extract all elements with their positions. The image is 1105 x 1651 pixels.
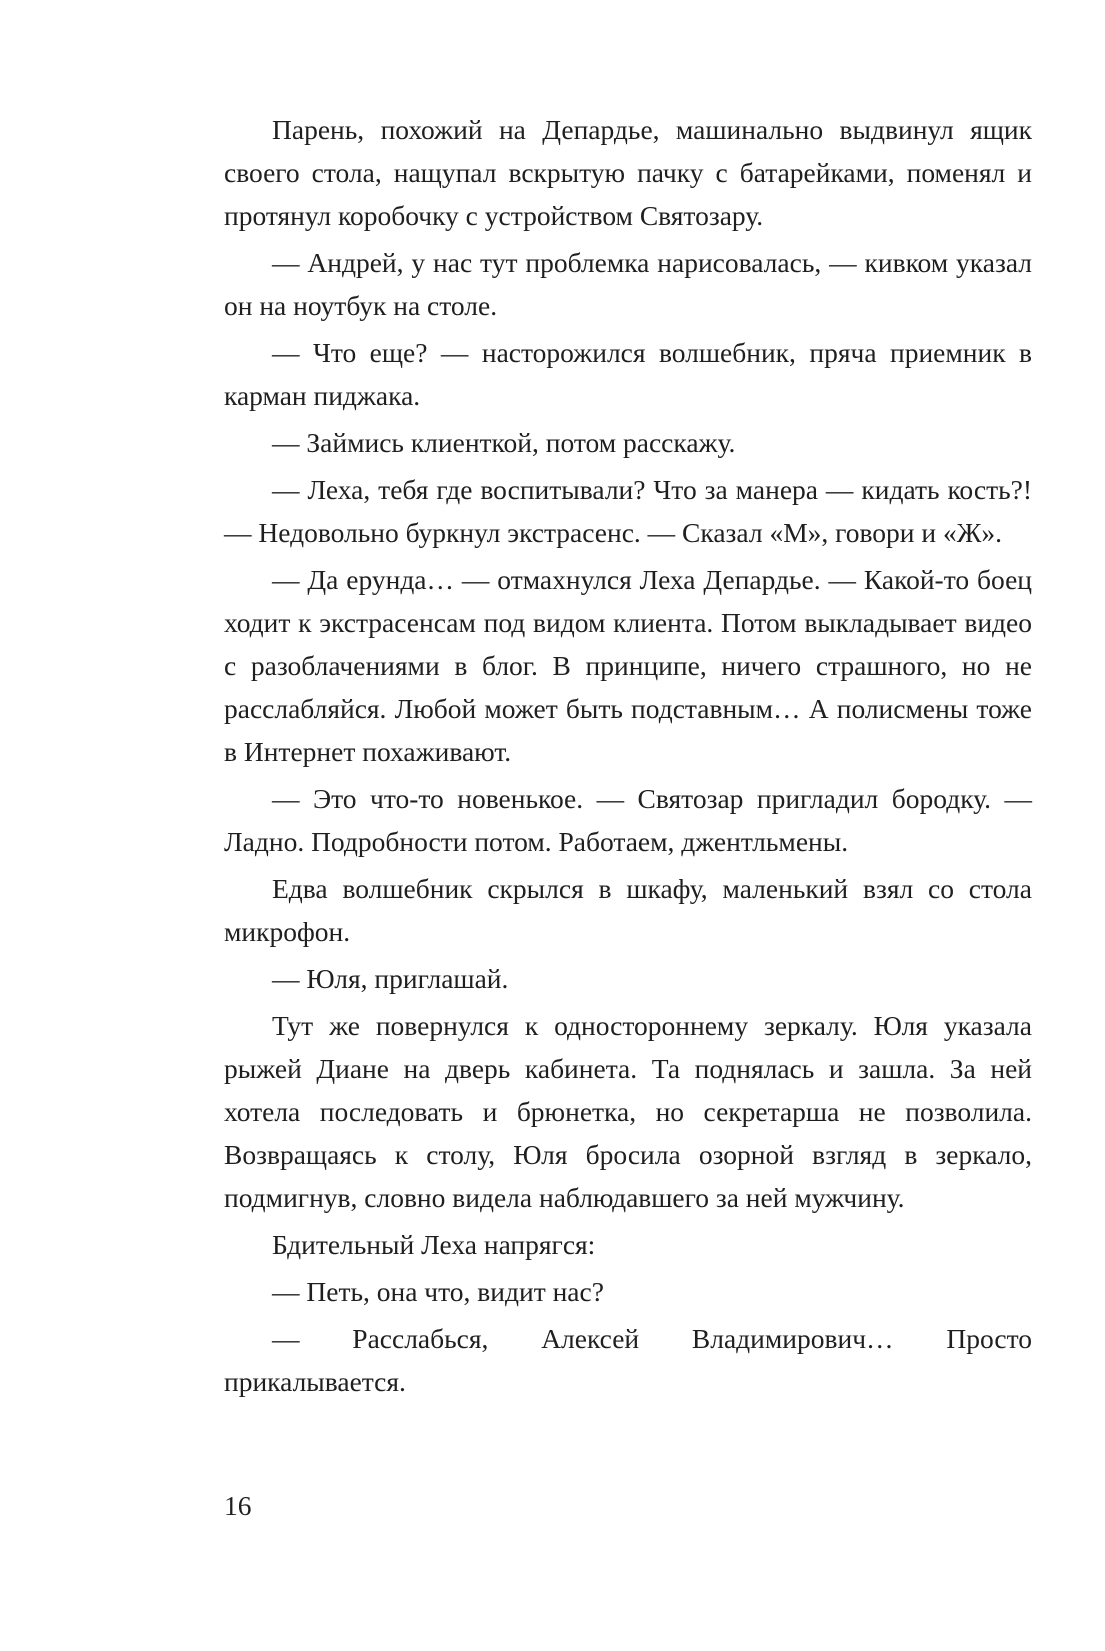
paragraph: — Юля, приглашай. <box>272 963 509 994</box>
paragraph: — Андрей, у нас тут проблемка нарисовалась, — кивком указал он на ноутбук на столе. <box>224 247 1032 321</box>
paragraph: Парень, похожий на Депардье, машинально выдвинул ящик своего стола, нащупал вскрытую пачку с батарейками, поменял и протянул коробочку с устройством Святозару. <box>224 114 1032 231</box>
paragraph: — Петь, она что, видит нас? <box>272 1276 604 1307</box>
paragraph: — Леха, тебя где воспитывали? Что за манера — кидать кость?! — Недовольно буркнул экстрасенс. — Сказал «М», говори и «Ж». <box>224 474 1032 548</box>
paragraph: Бдительный Леха напрягся: <box>272 1229 596 1260</box>
paragraph: — Да ерунда… — отмахнулся Леха Депардье. — Какой-то боец ходит к экстрасенсам под видом клиента. Потом выкладывает видео с разоблачениями в блог. В принципе, ничего страшного, но не расслабляйся. Любой может быть подставным… А полисмены тоже в Интернет похаживают. <box>224 564 1032 767</box>
paragraph: — Что еще? — насторожился волшебник, пряча приемник в карман пиджака. <box>224 337 1032 411</box>
paragraph: — Это что-то новенькое. — Святозар пригладил бородку. — Ладно. Подробности потом. Работаем, джентльмены. <box>224 783 1032 857</box>
paragraph: — Займись клиенткой, потом расскажу. <box>272 427 736 458</box>
page-number: 16 <box>224 1490 252 1521</box>
paragraph: Тут же повернулся к одностороннему зеркалу. Юля указала рыжей Диане на дверь кабинета. Та поднялась и зашла. За ней хотела последовать и брюнетка, но секретарша не позволила. Возвращаясь к столу, Юля бросила озорной взгляд в зеркало, подмигнув, словно видела наблюдавшего за ней мужчину. <box>224 1010 1032 1213</box>
paragraph: Едва волшебник скрылся в шкафу, маленький взял со стола микрофон. <box>224 873 1032 947</box>
body-text <box>224 108 1032 1407</box>
paragraph: — Расслабься, Алексей Владимирович… Просто прикалывается. <box>224 1323 1032 1397</box>
